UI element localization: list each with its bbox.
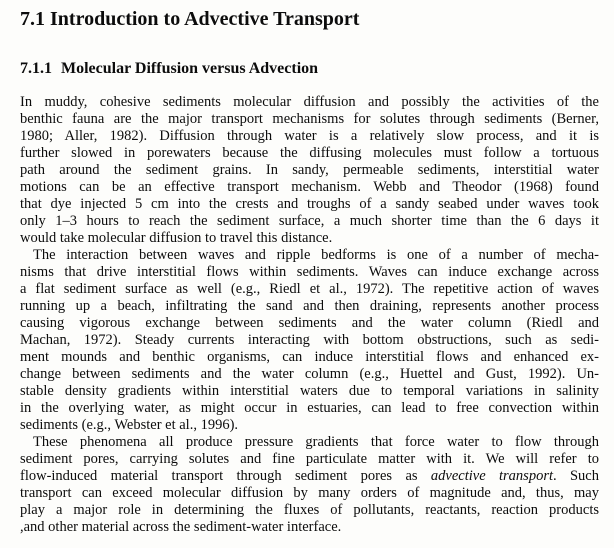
text-line: The interaction between waves and ripple bedforms is one of a number of mecha-: [33, 247, 599, 263]
text-line: ment mounds and benthic organisms, can induce interstitial flows and enhanced ex-: [20, 349, 599, 365]
text-line: would take molecular diffusion to travel this distance.: [20, 230, 333, 246]
text-line: sediments (e.g., Webster et al., 1996).: [20, 417, 239, 433]
section-title: Introduction to Advective Transport: [50, 8, 360, 30]
text-line: running up a beach, infiltrating the sand and then draining, represents another process: [20, 298, 599, 314]
text-line: nisms that drive interstitial flows within sediments. Waves can induce exchange across: [20, 264, 599, 280]
text-line: Machan, 1972). Steady currents interacting with bottom obstructions, such as sedi-: [20, 332, 599, 348]
text-line: These phenomena all produce pressure gradients that force water to flow through: [33, 434, 599, 450]
text-line: play a major role in determining the fluxes of pollutants, reactants, reaction products: [20, 502, 599, 518]
text-line: sediment pores, carrying solutes and fine particulate matter with it. We will refer to: [20, 451, 599, 467]
section-heading: [20, 6, 599, 32]
emphasized-term: advective transport: [430, 468, 553, 484]
text-line: In muddy, cohesive sediments molecular diffusion and possibly the activities of the: [20, 94, 599, 110]
text-line: change between sediments and the water column (e.g., Huettel and Gust, 1992). Un-: [20, 366, 599, 382]
text-line: transport can exceed molecular diffusion by many orders of magnitude and, thus, may: [20, 485, 599, 501]
text-line: 1980; Aller, 1982). Diffusion through water is a relatively slow process, and it is: [20, 128, 599, 144]
text-line: causing vigorous exchange between sediments and the water column (Riedl and: [20, 315, 599, 331]
text-line: only 1–3 hours to reach the sediment surface, a much shorter time than the 6 days it: [20, 213, 599, 229]
text-segment: . Such: [553, 468, 599, 484]
subsection-heading: [20, 58, 599, 80]
text-line: stable density gradients within interstitial waters due to temporal variations in salinity: [20, 383, 599, 399]
text-line: path around the sediment grains. In sandy, permeable sediments, interstitial water: [20, 162, 599, 178]
text-line: that dye injected 5 cm into the crests and troughs of a sandy seabed under waves took: [20, 196, 599, 212]
text-segment: flow-induced material transport through sediment pores as: [20, 468, 431, 484]
text-line: benthic fauna are the major transport mechanisms for solutes through sediments (Berner,: [20, 111, 599, 127]
text-line: further slowed in porewaters because the diffusing molecules must follow a tortuous: [20, 145, 599, 161]
subsection-title: Molecular Diffusion versus Advection: [61, 60, 319, 77]
text-line: motions can be an effective transport mechanism. Webb and Theodor (1968) found: [20, 179, 599, 195]
text-line: a flat sediment surface as well (e.g., Riedl et al., 1972). The repetitive action of waves: [20, 281, 599, 297]
subsection-number: 7.1.1: [20, 60, 52, 77]
text-line: ,and other material across the sediment-water interface.: [20, 519, 342, 535]
text-line: in the overlying water, as might occur in estuaries, can lead to free convection within: [20, 400, 599, 416]
section-number: 7.1: [20, 8, 45, 30]
body-text: [20, 94, 599, 536]
text-line: [20, 468, 599, 485]
